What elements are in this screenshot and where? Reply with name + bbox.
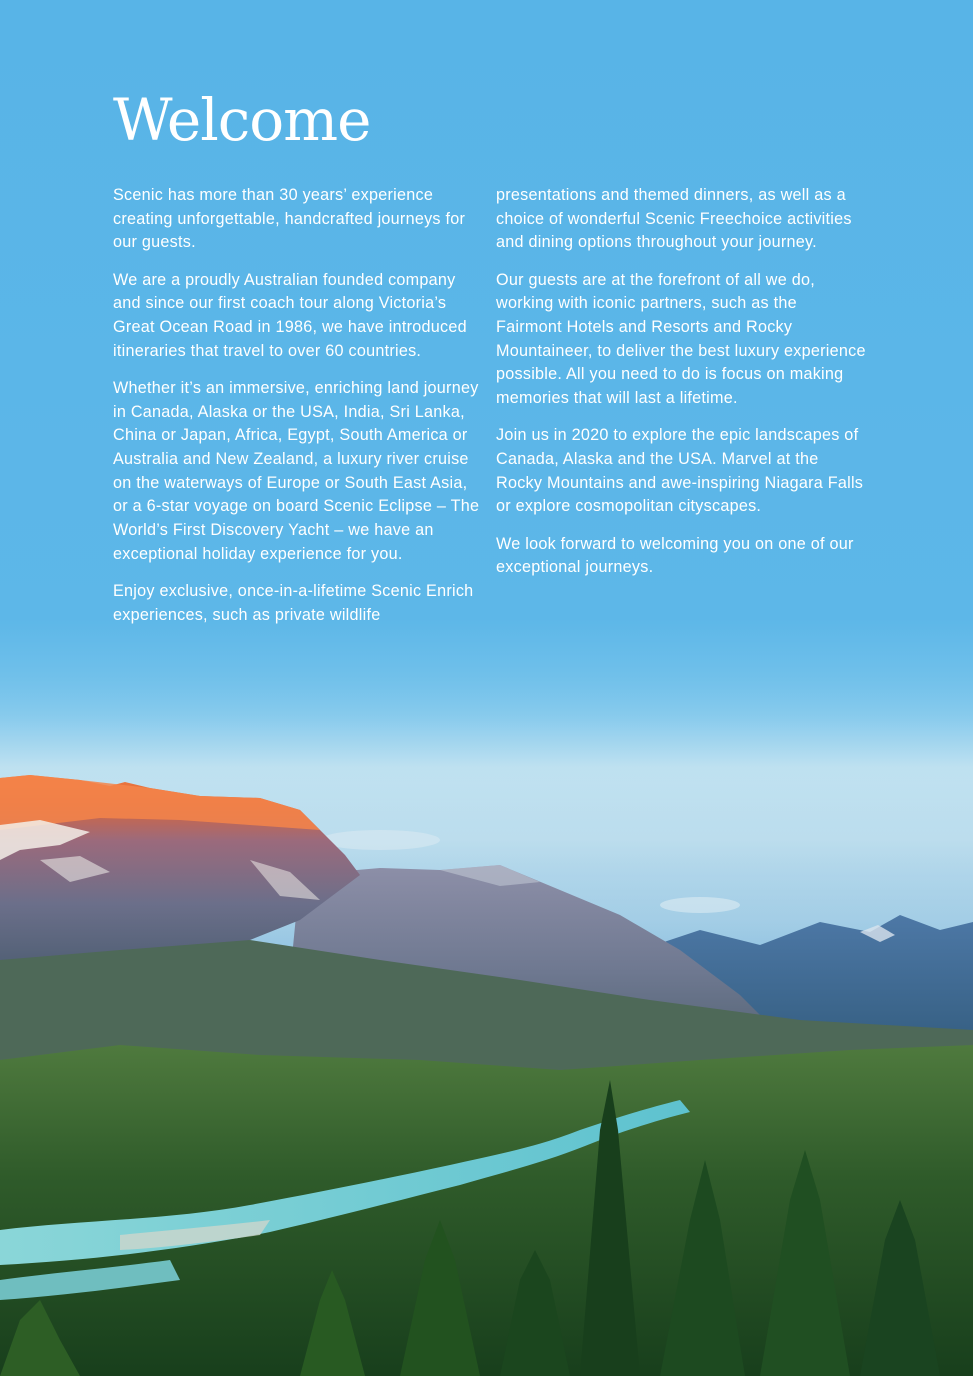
- mountain-landscape-photo: [0, 660, 973, 1376]
- page-title: Welcome: [113, 86, 371, 154]
- text-column-left: [113, 184, 481, 641]
- paragraph: Our guests are at the forefront of all we do, working with iconic partners, such as the Fairmont Hotels and Resorts and Rocky Mountaineer, to deliver the best luxury experience possible. All you need to do is focus on making memories that will last a lifetime.: [496, 270, 866, 408]
- paragraph: We are a proudly Australian founded company and since our first coach tour along Victoria’s Great Ocean Road in 1986, we have introduced itineraries that travel to over 60 countries.: [113, 270, 467, 360]
- paragraph: We look forward to welcoming you on one of our exceptional journeys.: [496, 534, 854, 577]
- text-column-right: [496, 184, 866, 594]
- paragraph: Join us in 2020 to explore the epic landscapes of Canada, Alaska and the USA. Marvel at the Rocky Mountains and awe-inspiring Niagara Falls or explore cosmopolitan cityscapes.: [496, 426, 864, 516]
- paragraph: Whether it’s an immersive, enriching land journey in Canada, Alaska or the USA, India, Sri Lanka, China or Japan, Africa, Egypt, South America or Australia and New Zealand, a luxury river cruise on the waterways of Europe or South East Asia, or a 6-star voyage on board Scenic Eclipse – The World’s First Discovery Yacht – we have an exceptional holiday experience for you.: [113, 378, 480, 563]
- paragraph: presentations and themed dinners, as well as a choice of wonderful Scenic Freechoice activities and dining options throughout your journey.: [496, 186, 852, 252]
- paragraph: Scenic has more than 30 years’ experience creating unforgettable, handcrafted journeys for our guests.: [113, 186, 466, 252]
- paragraph: Enjoy exclusive, once-in-a-lifetime Scenic Enrich experiences, such as private wildlife: [113, 582, 474, 624]
